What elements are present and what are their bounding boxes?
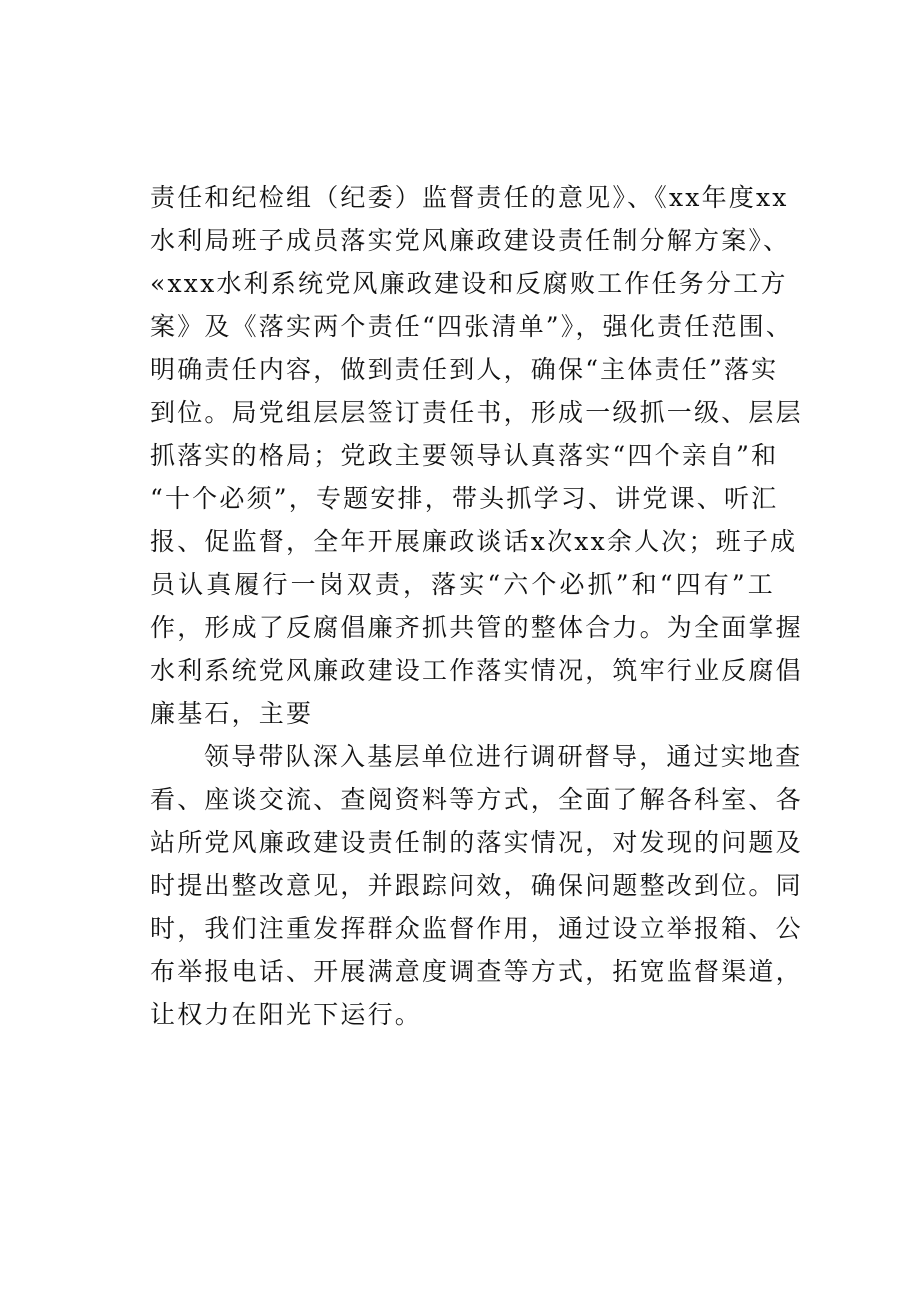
text-line: 让权力在阳光下运行。 bbox=[150, 1000, 423, 1029]
text-line: 案》及《落实两个责任“四张清单”》，强化责任范围、 bbox=[150, 312, 794, 341]
document-body bbox=[150, 176, 803, 1036]
paragraph-2 bbox=[150, 735, 803, 1036]
text-line: 看、座谈交流、查阅资料等方式，全面了解各科室、各 bbox=[150, 785, 803, 814]
text-line: 时提出整改意见，并跟踪问效，确保问题整改到位。同 bbox=[150, 871, 803, 900]
text-line: 作，形成了反腐倡廉齐抓共管的整体合力。为全面掌握 bbox=[150, 613, 803, 642]
text-line: 员认真履行一岗双责，落实“六个必抓”和“四有”工 bbox=[150, 570, 775, 599]
text-line: “十个必须”，专题安排，带头抓学习、讲党课、听汇 bbox=[150, 484, 779, 513]
text-line: 责任和纪检组（纪委）监督责任的意见》、《xx年度xx bbox=[150, 183, 789, 212]
text-line: 水利系统党风廉政建设工作落实情况，筑牢行业反腐倡 bbox=[150, 656, 803, 685]
text-line: 抓落实的格局；党政主要领导认真落实“四个亲自”和 bbox=[150, 441, 779, 470]
text-line: 站所党风廉政建设责任制的落实情况，对发现的问题及 bbox=[150, 828, 803, 857]
text-line: 到位。局党组层层签订责任书，形成一级抓一级、层层 bbox=[150, 398, 803, 427]
text-line: 时，我们注重发挥群众监督作用，通过设立举报箱、公 bbox=[150, 914, 803, 943]
text-line: «xxx水利系统党风廉政建设和反腐败工作任务分工方 bbox=[150, 269, 788, 298]
text-line: 报、促监督，全年开展廉政谈话x次xx余人次；班子成 bbox=[150, 527, 798, 556]
text-line: 布举报电话、开展满意度调查等方式，拓宽监督渠道， bbox=[150, 957, 803, 986]
text-line: 水利局班子成员落实党风廉政建设责任制分解方案》、 bbox=[150, 226, 791, 255]
text-line: 明确责任内容，做到责任到人，确保“主体责任”落实 bbox=[150, 355, 779, 384]
paragraph-1 bbox=[150, 176, 803, 735]
text-line: 廉基石，主要 bbox=[150, 699, 314, 728]
text-line: 领导带队深入基层单位进行调研督导，通过实地查 bbox=[204, 742, 803, 771]
